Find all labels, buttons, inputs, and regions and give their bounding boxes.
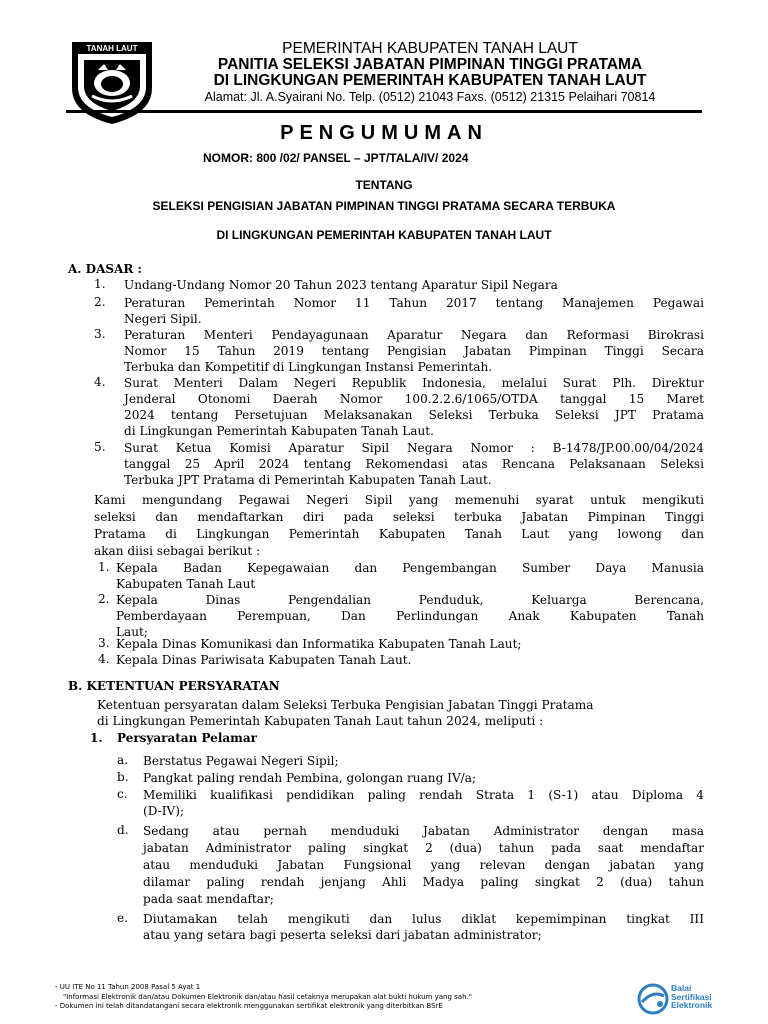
list-item-text: Berstatus Pegawai Negeri Sipil; — [143, 754, 339, 768]
list-item-text: Kepala Badan Kepegawaian dan Pengembangan Sumber Daya Manusia — [116, 561, 704, 575]
list-item-text: Peraturan Menteri Pendayagunaan Aparatur Negara dan Reformasi Birokrasi — [124, 328, 704, 342]
list-item-letter: d. — [117, 823, 129, 837]
list-item-number: 2. — [98, 592, 110, 606]
announcement-number: NOMOR: 800 /02/ PANSEL – JPT/TALA/IV/ 2024 — [203, 151, 469, 165]
section-b-heading: B. KETENTUAN PERSYARATAN — [68, 679, 280, 693]
footer-signature-note: - Dokumen ini telah ditandatangani secara elektronik menggunakan sertifikat elektronik yang diterbitkan BSrE — [55, 1002, 443, 1010]
announcement-title: PENGUMUMAN — [280, 122, 488, 144]
list-item-text: pada saat mendaftar; — [143, 892, 274, 906]
list-item-text: (D-IV); — [143, 804, 185, 818]
list-item-number: 4. — [98, 652, 110, 666]
list-item-text: Surat Menteri Dalam Negeri Republik Indonesia, melalui Surat Plh. Direktur — [124, 376, 704, 390]
list-item-letter: a. — [117, 753, 129, 767]
list-item-text: Nomor 15 Tahun 2019 tentang Pengisian Jabatan Pimpinan Tinggi Secara — [124, 344, 704, 358]
list-item-number: 2. — [94, 295, 106, 309]
bsre-label-line: Elektronik — [671, 1000, 713, 1010]
paragraph-line: seleksi dan mendaftarkan diri pada seleksi terbuka Jabatan Pimpinan Tinggi — [94, 510, 704, 524]
bsre-label — [671, 984, 712, 1010]
list-item-text: Pemberdayaan Perempuan, Dan Perlindungan Anak Kabupaten Tanah — [116, 609, 704, 623]
e-signature-footer — [55, 983, 472, 1012]
section-a-heading: A. DASAR : — [68, 262, 142, 276]
bsre-label-line: Balai — [671, 983, 692, 993]
subsection-number: 1. — [90, 731, 103, 745]
list-item-number: 1. — [98, 560, 110, 574]
paragraph-line: Pratama di Lingkungan Pemerintah Kabupaten Tanah Laut yang lowong dan — [94, 527, 704, 541]
list-item-text: Laut; — [116, 625, 148, 639]
list-item-number: 3. — [94, 327, 106, 341]
list-item-text: 2024 tentang Persetujuan Melaksanakan Seleksi Terbuka Seleksi JPT Pratama — [124, 408, 704, 422]
subsection-heading: Persyaratan Pelamar — [117, 731, 257, 745]
footer-law-reference: - UU ITE No 11 Tahun 2008 Pasal 5 Ayat 1 — [55, 983, 201, 991]
letterhead-divider — [66, 110, 702, 113]
list-item-number: 3. — [98, 636, 110, 650]
regarding-label: TENTANG — [355, 178, 413, 192]
list-item-text: Diutamakan telah mengikuti dan lulus diklat kepemimpinan tingkat III — [143, 912, 704, 926]
subject-line-2: DI LINGKUNGAN PEMERINTAH KABUPATEN TANAH LAUT — [216, 228, 552, 242]
paragraph-line: akan diisi sebagai berikut : — [94, 544, 261, 558]
list-item-number: 1. — [94, 277, 106, 291]
list-item-text: atau yang setara bagi peserta seleksi dari jabatan administrator; — [143, 928, 542, 942]
letterhead-address: Alamat: Jl. A.Syairani No. Telp. (0512) 21043 Faxs. (0512) 21315 Pelaihari 70814 — [204, 90, 656, 104]
paragraph-line: Kami mengundang Pegawai Negeri Sipil yang memenuhi syarat untuk mengikuti — [94, 493, 704, 507]
list-item-text: atau menduduki Jabatan Fungsional yang relevan dengan jabatan yang — [143, 858, 704, 872]
list-item-text: Pangkat paling rendah Pembina, golongan ruang IV/a; — [143, 771, 477, 785]
list-item-text: Peraturan Pemerintah Nomor 11 Tahun 2017 tentang Manajemen Pegawai — [124, 296, 704, 310]
regency-emblem-logo — [68, 40, 156, 126]
bsre-label-line: Sertifikasi — [671, 991, 712, 1002]
list-item-letter: b. — [117, 770, 129, 784]
list-item-text: Kepala Dinas Komunikasi dan Informatika Kabupaten Tanah Laut; — [116, 637, 522, 651]
list-item-text: Terbuka JPT Pratama di Pemerintah Kabupaten Tanah Laut. — [124, 473, 492, 487]
logo-lettering: TANAH LAUT — [86, 44, 138, 53]
list-item-text: Negeri Sipil. — [124, 312, 202, 326]
list-item-text: dilamar paling rendah jenjang Ahli Madya paling singkat 2 (dua) tahun — [143, 875, 704, 889]
list-item-text: Memiliki kualifikasi pendidikan paling rendah Strata 1 (S-1) atau Diploma 4 — [143, 788, 704, 802]
list-item-text: Kepala Dinas Pariwisata Kabupaten Tanah Laut. — [116, 653, 412, 667]
list-item-text: Kepala Dinas Pengendalian Penduduk, Keluarga Berencana, — [116, 593, 704, 607]
list-item-text: Sedang atau pernah menduduki Jabatan Administrator dengan masa — [143, 824, 704, 838]
paragraph-line: Ketentuan persyaratan dalam Seleksi Terbuka Pengisian Jabatan Tinggi Pratama — [97, 698, 594, 712]
subject-line-1: SELEKSI PENGISIAN JABATAN PIMPINAN TINGGI PRATAMA SECARA TERBUKA — [152, 199, 616, 213]
list-item-text: di Lingkungan Pemerintah Kabupaten Tanah Laut. — [124, 424, 434, 438]
paragraph-line: di Lingkungan Pemerintah Kabupaten Tanah Laut tahun 2024, meliputi : — [97, 714, 544, 728]
footer-law-quote: "Informasi Elektronik dan/atau Dokumen Elektronik dan/atau hasil cetaknya merupakan alat bukti hukum yang sah." — [63, 992, 472, 1001]
list-item-text: Undang-Undang Nomor 20 Tahun 2023 tentang Aparatur Sipil Negara — [124, 278, 558, 292]
letterhead-committee: PANITIA SELEKSI JABATAN PIMPINAN TINGGI PRATAMA — [217, 56, 643, 73]
list-item-text: Terbuka dan Kompetitif di Lingkungan Instansi Pemerintah. — [124, 360, 493, 374]
list-item-text: jabatan Administrator paling singkat 2 (dua) tahun pada saat mendaftar — [143, 841, 704, 855]
list-item-letter: e. — [117, 911, 129, 925]
letterhead-scope: DI LINGKUNGAN PEMERINTAH KABUPATEN TANAH LAUT — [213, 72, 647, 89]
list-item-number: 4. — [94, 375, 106, 389]
list-item-number: 5. — [94, 440, 106, 454]
list-item-text: Surat Ketua Komisi Aparatur Sipil Negara Nomor : B-1478/JP.00.00/04/2024 — [124, 441, 704, 455]
list-item-text: Jenderal Otonomi Daerah Nomor 100.2.2.6/1065/OTDA tanggal 15 Maret — [124, 392, 704, 406]
list-item-letter: c. — [117, 787, 128, 801]
list-item-text: Kabupaten Tanah Laut — [116, 577, 256, 591]
letterhead-government: PEMERINTAH KABUPATEN TANAH LAUT — [282, 40, 578, 57]
list-item-text: tanggal 25 April 2024 tentang Rekomendasi atas Rencana Pelaksanaan Seleksi — [124, 457, 704, 471]
